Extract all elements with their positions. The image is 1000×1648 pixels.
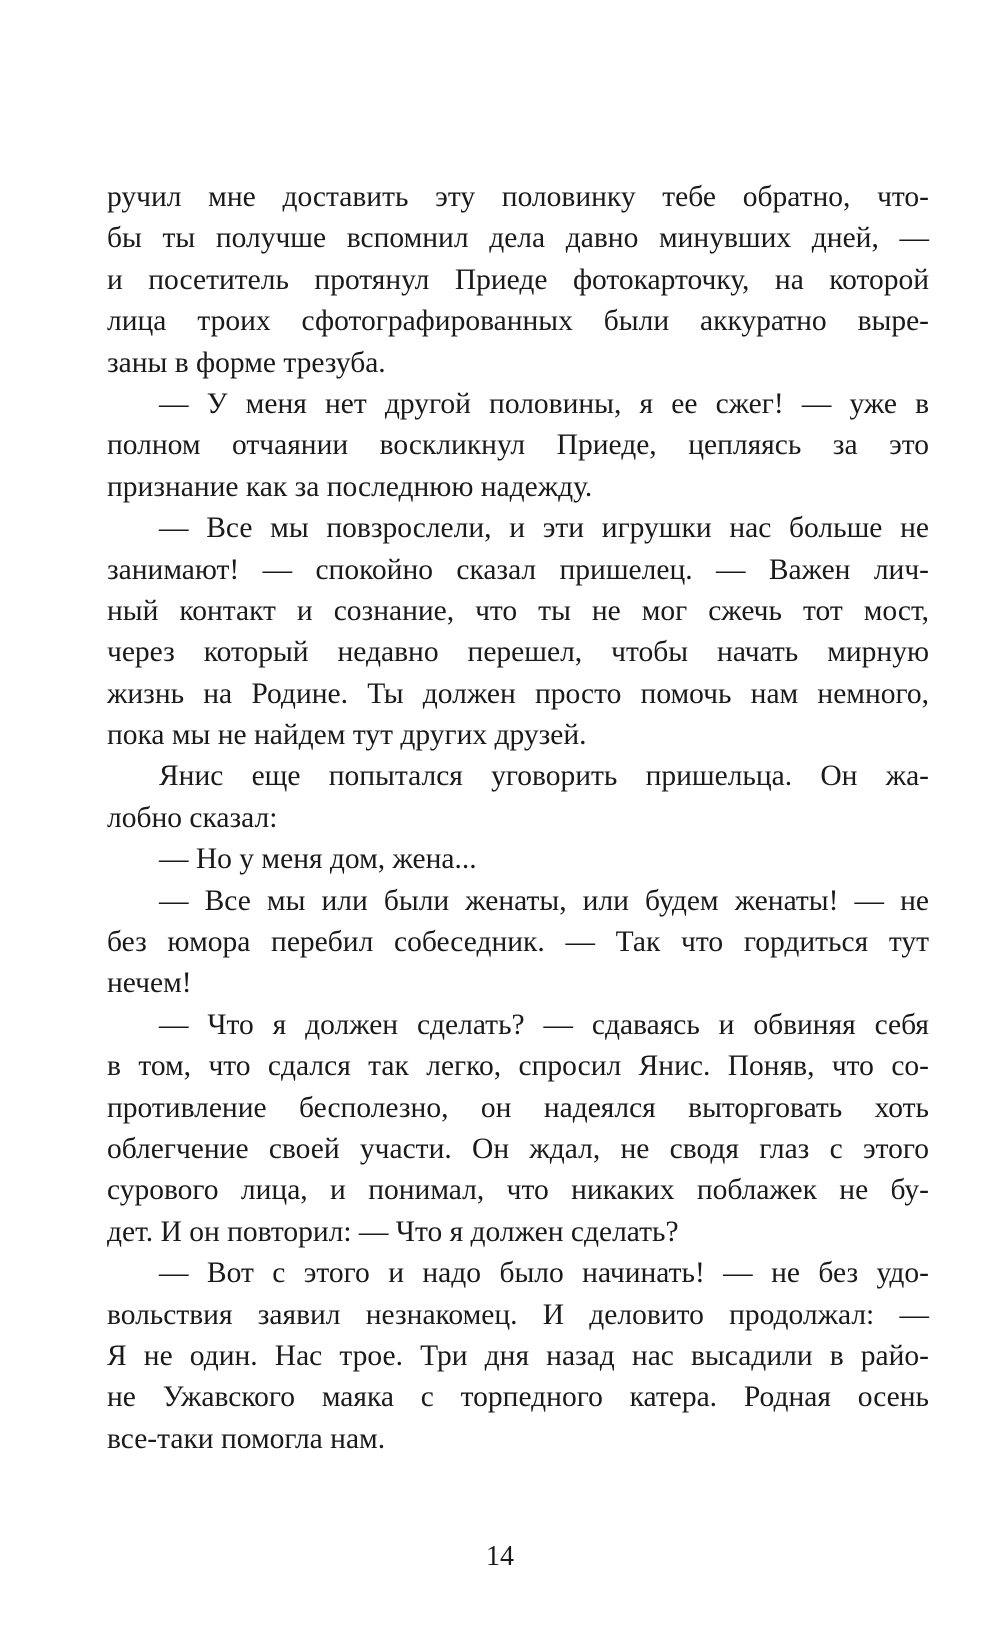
text-line: и посетитель протянул Приеде фотокарточку, на которой bbox=[107, 263, 929, 296]
text-line: нечем! bbox=[107, 967, 192, 1000]
text-line: ный контакт и сознание, что ты не мог сжечь тот мост, bbox=[107, 594, 929, 627]
text-line: — Вот с этого и надо было начинать! — не без удо- bbox=[159, 1257, 929, 1290]
text-line: заны в форме трезуба. bbox=[107, 346, 386, 379]
text-line: противление бесполезно, он надеялся выторговать хоть bbox=[107, 1091, 929, 1124]
text-line: все-таки помогла нам. bbox=[107, 1422, 386, 1455]
body-text bbox=[107, 177, 929, 1460]
text-line: без юмора перебил собеседник. — Так что гордиться тут bbox=[107, 926, 929, 959]
text-line: дет. И он повторил: — Что я должен сделать? bbox=[107, 1215, 679, 1248]
text-line: лобно сказал: bbox=[107, 801, 278, 834]
text-line: — Что я должен сделать? — сдаваясь и обвиняя себя bbox=[159, 1008, 929, 1041]
text-line: Янис еще попытался уговорить пришельца. Он жа- bbox=[159, 760, 929, 793]
text-line: бы ты получше вспомнил дела давно минувших дней, — bbox=[107, 222, 929, 255]
text-line: не Ужавского маяка с торпедного катера. Родная осень bbox=[107, 1381, 929, 1414]
text-line: через который недавно перешел, чтобы начать мирную bbox=[107, 636, 929, 669]
text-line: — Но у меня дом, жена... bbox=[159, 843, 477, 876]
text-line: полном отчаянии воскликнул Приеде, цепляясь за это bbox=[107, 429, 929, 462]
text-line: жизнь на Родине. Ты должен просто помочь нам немного, bbox=[107, 677, 929, 710]
text-line: сурового лица, и понимал, что никаких поблажек не бу- bbox=[107, 1174, 929, 1207]
text-line: облегчение своей участи. Он ждал, не сводя глаз с этого bbox=[107, 1132, 929, 1165]
text-line: ручил мне доставить эту половинку тебе обратно, что- bbox=[107, 181, 929, 213]
text-line: — Все мы или были женаты, или будем женаты! — не bbox=[159, 884, 929, 917]
text-line: — У меня нет другой половины, я ее сжег! — уже в bbox=[159, 387, 929, 420]
text-line: в том, что сдался так легко, спросил Янис. Поняв, что со- bbox=[107, 1050, 929, 1083]
page-number: 14 bbox=[486, 1541, 514, 1572]
text-line: Я не один. Нас трое. Три дня назад нас высадили в райо- bbox=[107, 1339, 929, 1372]
text-line: — Все мы повзрослели, и эти игрушки нас больше не bbox=[159, 512, 929, 545]
text-line: занимают! — спокойно сказал пришелец. — Важен лич- bbox=[107, 553, 929, 586]
text-line: пока мы не найдем тут других друзей. bbox=[107, 719, 587, 752]
text-line: вольствия заявил незнакомец. И деловито продолжал: — bbox=[107, 1298, 929, 1331]
text-line: признание как за последнюю надежду. bbox=[107, 470, 593, 503]
text-line: лица троих сфотографированных были аккуратно выре- bbox=[107, 305, 929, 338]
